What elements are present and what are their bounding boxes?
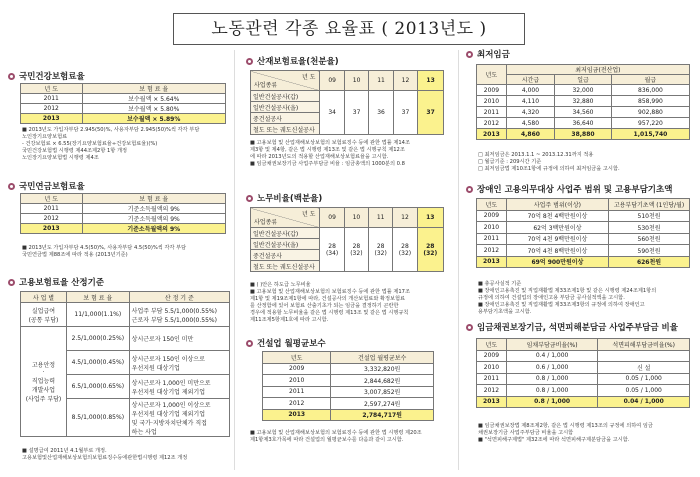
industrial-notes bbox=[250, 140, 410, 168]
table-header-row bbox=[263, 352, 434, 364]
employ-table bbox=[20, 291, 230, 437]
table-row bbox=[263, 398, 434, 410]
table-cell: 사업주 부담 5.5/1,000(0.55%) 근로자 부담 5.5/1,000(0.55%) bbox=[129, 303, 229, 327]
table-cell: 34,560 bbox=[555, 107, 612, 118]
labor-table bbox=[250, 207, 444, 272]
table-cell: 4,000 bbox=[506, 85, 554, 96]
column-header: 사 업 별 bbox=[21, 292, 67, 303]
table-header-row bbox=[21, 194, 226, 204]
table-row bbox=[263, 375, 434, 387]
table-cell: 0.8 / 1,000 bbox=[506, 385, 598, 397]
disabled-heading: 장애인 고용의무대상 사업주 범위 및 고용부담기초액 bbox=[466, 183, 672, 195]
row-header: 철도 또는 궤도신설공사 bbox=[251, 261, 320, 272]
note-line: ■ 장애인고용촉진 및 직업재활법 제33조제3항의 규정에 의하여 장애인고 bbox=[478, 302, 645, 308]
column-header: 건설업 월평균보수 bbox=[331, 352, 434, 364]
table-cell: 2,844,682원 bbox=[331, 375, 434, 387]
table-row bbox=[477, 118, 690, 129]
column-header: 산 정 기 준 bbox=[129, 292, 229, 303]
corner-bottom: 사업종류 bbox=[254, 82, 278, 89]
corner-top: 년 도 bbox=[301, 211, 316, 218]
table-cell: 2.5/1,000(0.25%) bbox=[66, 327, 129, 351]
table-cell: 기준소득월액의 9% bbox=[82, 204, 226, 214]
table-header-row bbox=[21, 292, 230, 303]
bullet-icon bbox=[8, 183, 15, 190]
row-header: 중건설공사 bbox=[251, 113, 320, 124]
row-header: 일반건설공사(을) bbox=[251, 239, 320, 250]
note-line: ■ 총공사실적 기준 bbox=[478, 281, 522, 287]
column-header: 10 bbox=[344, 71, 368, 91]
table-cell: 36,640 bbox=[555, 118, 612, 129]
table-cell: 기준소득월액의 9% bbox=[82, 214, 226, 224]
table-row bbox=[477, 129, 690, 140]
table-row bbox=[263, 386, 434, 398]
table-row bbox=[477, 85, 690, 96]
table-cell: 4.5/1,000(0.45%) bbox=[66, 351, 129, 375]
column-header: 시간급 bbox=[506, 75, 554, 85]
table-cell: 590천원 bbox=[609, 245, 690, 257]
column-header: 09 bbox=[320, 208, 344, 228]
column-header: 년도 bbox=[477, 199, 507, 211]
row-header: 철도 또는 궤도신설공사 bbox=[251, 124, 320, 135]
column-header: 13 bbox=[418, 71, 444, 91]
table-cell: 28 (32) bbox=[344, 228, 368, 272]
note-line: 제1항 및 제19조제1항에 따라, 건설공사의 개산보험료와 확정보험료 bbox=[250, 296, 406, 302]
table-cell: 3,007,852원 bbox=[331, 386, 434, 398]
table-cell: 34 bbox=[320, 91, 344, 135]
table-row bbox=[477, 245, 690, 257]
table-row bbox=[477, 385, 690, 397]
table-cell: 70억 8천 4백만원이상 bbox=[506, 210, 608, 222]
table-cell: 2011 bbox=[477, 107, 507, 118]
bullet-icon bbox=[8, 279, 15, 286]
corner-cell bbox=[251, 208, 320, 228]
row-header: 일반건설공사(갑) bbox=[251, 228, 320, 239]
industrial-heading: 산재보험료율(천분율) bbox=[246, 55, 339, 67]
table-cell: 4,860 bbox=[506, 129, 554, 140]
table-cell: 70억 4천 8백만원이상 bbox=[506, 245, 608, 257]
bullet-icon bbox=[8, 73, 15, 80]
table-cell: 2009 bbox=[477, 85, 507, 96]
minwage-heading: 최저임금 bbox=[466, 48, 510, 60]
column-header: 10 bbox=[344, 208, 368, 228]
note-line: ■ 설명급여 2011년 4.1월부로 개정. bbox=[22, 448, 107, 454]
table-cell: 2010 bbox=[263, 375, 331, 387]
note-line: ■ 2013년도 가입자부담 4.5(50)%, 사용자부담 4.5(50)%씩 각각 부담 bbox=[22, 245, 187, 251]
minwage-notes bbox=[478, 152, 620, 173]
construction-notes bbox=[250, 430, 422, 444]
table-row bbox=[251, 91, 444, 102]
table-cell: 2012 bbox=[477, 245, 507, 257]
table-cell: 2013 bbox=[263, 409, 331, 421]
table-header-row bbox=[477, 199, 690, 211]
column-header: 최저임금(전산업) bbox=[506, 65, 689, 75]
note-line: ■ 고용보험 및 산업재해보상보험의 보험료징수 등에 관한 법 시행령 제20조 bbox=[250, 430, 422, 436]
table-cell: 2011 bbox=[263, 386, 331, 398]
table-cell: 실업급여 (공통 부담) bbox=[21, 303, 67, 327]
table-cell: 상시근로자 150인 미만 bbox=[129, 327, 229, 351]
column-header: 보 험 료 율 bbox=[66, 292, 129, 303]
bullet-icon bbox=[246, 58, 253, 65]
column-header: 09 bbox=[320, 71, 344, 91]
note-line: ■ 장애인고용촉진 및 직업재활법 제33조제1항 및 같은 시행령 제24조제1항의 bbox=[478, 288, 657, 294]
table-cell: 상시근로자 150인 이상으로 우선지원 대상기업 bbox=[129, 351, 229, 375]
column-header: 고용부담기초액 (1인당/월) bbox=[609, 199, 690, 211]
table-cell: 62억 3백만원이상 bbox=[506, 222, 608, 234]
corner-cell bbox=[251, 71, 320, 91]
table-row bbox=[477, 210, 690, 222]
row-header: 일반건설공사(갑) bbox=[251, 91, 320, 102]
note-line: 노인장기요양보험료 bbox=[22, 134, 68, 140]
page-title: 노동관련 각종 요율표 ( 2013년도 ) bbox=[173, 13, 525, 45]
table-row bbox=[477, 256, 690, 268]
column-header: 사업주 범위(이상) bbox=[506, 199, 608, 211]
table-cell: 11/1,000(1.1%) bbox=[66, 303, 129, 327]
table-cell: 3,332,820원 bbox=[331, 363, 434, 375]
wage-heading: 임금채권보장기금, 석면피해분담금 사업주부담금 비율 bbox=[466, 321, 678, 333]
table-cell: 0.8 / 1,000 bbox=[506, 373, 598, 385]
minwage-table bbox=[476, 64, 690, 140]
table-cell: 2013 bbox=[477, 129, 507, 140]
table-cell: 2,784,717원 bbox=[331, 409, 434, 421]
wage-notes bbox=[478, 423, 653, 444]
row-header: 중건설공사 bbox=[251, 250, 320, 261]
table-cell: 32,000 bbox=[555, 85, 612, 96]
table-row bbox=[21, 303, 230, 327]
table-cell: 37 bbox=[418, 91, 444, 135]
table-row bbox=[21, 204, 226, 214]
table-cell: 8.5/1,000(0.85%) bbox=[66, 399, 129, 437]
table-cell: 28 (32) bbox=[369, 228, 393, 272]
table-cell: 2013 bbox=[21, 114, 83, 124]
pension-notes bbox=[22, 245, 186, 259]
table-row bbox=[251, 228, 444, 239]
note-line: 노인장기요양보험법 시행령 제4조 bbox=[22, 155, 99, 161]
table-cell: 2009 bbox=[263, 363, 331, 375]
note-line: □ 월급기준 : 209시간 기준 bbox=[478, 159, 542, 165]
note-line: 경우에 적용할 노무비율을 같은 법 시행령 제13조 및 같은 법 시행규칙 bbox=[250, 310, 409, 316]
column-header: 석면피해부담금비율(%) bbox=[598, 339, 690, 351]
table-row bbox=[477, 396, 690, 408]
table-cell: 2012 bbox=[263, 398, 331, 410]
note-line: 국민연금법 제88조에 따라 적용 (2013년기준) bbox=[22, 252, 128, 258]
note-line: 규정에 의하여 건설업의 장애인고용 부담금 공사실적액을 고시함. bbox=[478, 295, 625, 301]
health-table bbox=[20, 83, 226, 124]
table-cell: 0.05 / 1,000 bbox=[598, 385, 690, 397]
table-cell: 28 (32) bbox=[417, 228, 443, 272]
table-cell: 36 bbox=[369, 91, 393, 135]
table-cell: 858,990 bbox=[611, 96, 689, 107]
column-header: 보 험 료 율 bbox=[82, 84, 226, 94]
column-header: 12 bbox=[393, 208, 417, 228]
corner-top: 년 도 bbox=[301, 74, 316, 81]
table-cell: 2013 bbox=[477, 256, 507, 268]
corner-bottom: 사업종류 bbox=[254, 219, 278, 226]
row-header: 일반건설공사(을) bbox=[251, 102, 320, 113]
table-header-row bbox=[21, 84, 226, 94]
note-line: ■ 임금채권보장법 제8조제2항, 같은 법 시행령 제13조의 규정에 의하여 임금 bbox=[478, 423, 653, 429]
column-header: 년 도 bbox=[21, 84, 83, 94]
table-cell: 560천원 bbox=[609, 233, 690, 245]
column-header: 12 bbox=[393, 71, 417, 91]
table-cell: 4,320 bbox=[506, 107, 554, 118]
table-header-row bbox=[477, 75, 690, 85]
labor-heading: 노무비율(백분율) bbox=[246, 192, 322, 204]
table-cell: 0.04 / 1,000 bbox=[598, 396, 690, 408]
table-cell: 2009 bbox=[477, 350, 507, 362]
table-cell: 4,580 bbox=[506, 118, 554, 129]
construction-heading: 건설업 월평균보수 bbox=[246, 337, 326, 349]
table-cell: 2013 bbox=[21, 224, 83, 234]
construction-table bbox=[262, 351, 434, 421]
column-header: 11 bbox=[369, 71, 393, 91]
health-heading: 국민건강보험료율 bbox=[8, 70, 85, 82]
table-cell: 상시근로자 1,000인 미만으로 우선지원 대상기업 제외기업 bbox=[129, 375, 229, 399]
table-cell: 2010 bbox=[477, 362, 507, 374]
table-cell: 510천원 bbox=[609, 210, 690, 222]
industrial-table bbox=[250, 70, 444, 135]
table-header-row bbox=[251, 71, 444, 91]
table-row bbox=[263, 409, 434, 421]
column-header: 년 도 bbox=[21, 194, 83, 204]
table-cell: 0.05 / 1,000 bbox=[598, 373, 690, 385]
table-cell: 2012 bbox=[21, 104, 83, 114]
note-line: ■ 고용보험 및 산업재해보상보험의 보험료징수 등에 관한 법률 제17조 bbox=[250, 289, 410, 295]
table-cell: 37 bbox=[344, 91, 368, 135]
note-line: 제11조제5항제1호에 따라 고시함. bbox=[250, 317, 329, 323]
table-cell: 626천원 bbox=[609, 256, 690, 268]
table-cell: 32,880 bbox=[555, 96, 612, 107]
column-header: 11 bbox=[369, 208, 393, 228]
table-cell: 2012 bbox=[21, 214, 83, 224]
table-cell: 2009 bbox=[477, 210, 507, 222]
column-header: 년도 bbox=[477, 65, 507, 85]
employ-notes bbox=[22, 448, 187, 462]
table-row bbox=[477, 350, 690, 362]
table-cell: 0.8 / 1,000 bbox=[506, 396, 598, 408]
table-cell: 530천원 bbox=[609, 222, 690, 234]
note-line: 국민건강보험법 시행령 제44조제2항 1항 개정 bbox=[22, 148, 127, 154]
table-row bbox=[21, 224, 226, 234]
note-line: - 건강보험료 × 6.55(장기요양보험료율÷건강보험료율)(%) bbox=[22, 141, 158, 147]
table-cell: 2011 bbox=[21, 204, 83, 214]
table-cell: 2012 bbox=[477, 118, 507, 129]
table-cell: 1,015,740 bbox=[611, 129, 689, 140]
note-line: 에 따라 2013년도의 적용할 산업재해보상보험료율을 고시함. bbox=[250, 154, 389, 160]
note-line: 용부담기초액을 고시함. bbox=[478, 309, 532, 315]
table-cell: 6.5/1,000(0.65%) bbox=[66, 375, 129, 399]
table-cell: 고용안정 · 직업능력 개발사업 (사업주 부담) bbox=[21, 327, 67, 437]
table-cell: 902,880 bbox=[611, 107, 689, 118]
table-cell: 2013 bbox=[477, 396, 507, 408]
table-cell: 38,880 bbox=[555, 129, 612, 140]
note-line: ■ 2013년도 가입자부담 2.945(50)%, 사용자부담 2.945(50)%씩 각각 부담 bbox=[22, 127, 200, 133]
note-line: 채권보장기금 사업주부담금 비율을 고시함 bbox=[478, 430, 574, 436]
table-cell: 836,000 bbox=[611, 85, 689, 96]
column-header: 13 bbox=[417, 208, 443, 228]
bullet-icon bbox=[466, 324, 473, 331]
table-header-row bbox=[251, 208, 444, 228]
bullet-icon bbox=[466, 51, 473, 58]
table-row bbox=[477, 222, 690, 234]
table-row bbox=[477, 96, 690, 107]
table-cell: 2010 bbox=[477, 222, 507, 234]
table-cell: 70억 4천 9백만원이상 bbox=[506, 233, 608, 245]
pension-table bbox=[20, 193, 226, 234]
employ-heading: 고용보험료율 산정기준 bbox=[8, 276, 104, 288]
table-cell: 37 bbox=[393, 91, 417, 135]
note-line: ■ "석면피해구제법" 제32조에 따라 석면피해구제분담금을 고시함. bbox=[478, 437, 630, 443]
table-cell: 2011 bbox=[477, 233, 507, 245]
table-cell: 957,220 bbox=[611, 118, 689, 129]
table-cell: 2,597,274원 bbox=[331, 398, 434, 410]
table-cell: 신 설 bbox=[598, 362, 690, 374]
note-line: □ 최저임금법 제10조1항에 규정에 의하여 최저임금을 고시함. bbox=[478, 166, 620, 172]
table-row bbox=[263, 363, 434, 375]
table-cell: 0.6 / 1,000 bbox=[506, 362, 598, 374]
table-cell: 28 (34) bbox=[320, 228, 344, 272]
table-cell: 69억 900만원이상 bbox=[506, 256, 608, 268]
table-cell: 2012 bbox=[477, 385, 507, 397]
note-line: ■ ( )안은 하도급 노무비율 bbox=[250, 282, 311, 288]
table-row bbox=[477, 362, 690, 374]
column-header: 임채부담금비율(%) bbox=[506, 339, 598, 351]
note-line: 를 산정함에 있어 보험료 산출기초가 되는 임금을 결정하기 곤란한 bbox=[250, 303, 399, 309]
table-header-row bbox=[477, 339, 690, 351]
wage-table bbox=[476, 338, 690, 408]
pension-heading: 국민연금보험료율 bbox=[8, 180, 85, 192]
column-header: 년도 bbox=[477, 339, 507, 351]
table-row bbox=[21, 104, 226, 114]
table-cell: 보수월액 × 5.64% bbox=[82, 94, 226, 104]
table-cell: 기준소득월액의 9% bbox=[82, 224, 226, 234]
table-cell: 2011 bbox=[21, 94, 83, 104]
table-row bbox=[21, 114, 226, 124]
health-notes bbox=[22, 127, 199, 162]
table-cell: 0.4 / 1,000 bbox=[506, 350, 598, 362]
table-header-row bbox=[477, 65, 690, 75]
table-cell bbox=[598, 350, 690, 362]
note-line: 고용보험및산업재해보상보험의보험료징수등에관한법시행령 제12조 개정 bbox=[22, 455, 188, 461]
table-cell: 4,110 bbox=[506, 96, 554, 107]
labor-notes bbox=[250, 282, 410, 324]
note-line: 제1항제3호가목에 따라 건설업의 월평균보수를 다음과 같이 고시함. bbox=[250, 437, 404, 443]
table-row bbox=[21, 327, 230, 351]
note-line: 제3항 및 제4항, 같은 법 시행령 제13조 및 같은 법 시행규칙 제12조 bbox=[250, 147, 405, 153]
note-line: ■ 임금채권보장기금 사업주부담금 비율 : 임금총액의 1000분의 0.8 bbox=[250, 161, 405, 167]
column-header: 일급 bbox=[555, 75, 612, 85]
table-cell: 상시근로자 1,000인 이상으로 우선지원 대상기업 제외기업 및 국가·지방자치단체가 직접 하는 사업 bbox=[129, 399, 229, 437]
bullet-icon bbox=[246, 340, 253, 347]
column-header: 년도 bbox=[263, 352, 331, 364]
bullet-icon bbox=[246, 195, 253, 202]
disabled-notes bbox=[478, 281, 656, 316]
bullet-icon bbox=[466, 186, 473, 193]
table-row bbox=[21, 94, 226, 104]
table-cell: 28 (32) bbox=[393, 228, 417, 272]
table-row bbox=[21, 214, 226, 224]
table-row bbox=[477, 233, 690, 245]
column-header: 월급 bbox=[611, 75, 689, 85]
note-line: □ 최저임금은 2013.1.1 ~ 2013.12.31까지 적용 bbox=[478, 152, 594, 158]
column-header: 보 험 료 율 bbox=[82, 194, 226, 204]
note-line: ■ 고용보험 및 산업재해보상보험의 보험료징수 등에 관한 법률 제14조 bbox=[250, 140, 410, 146]
table-row bbox=[477, 107, 690, 118]
disabled-table bbox=[476, 198, 690, 268]
table-cell: 2010 bbox=[477, 96, 507, 107]
table-cell: 보수월액 × 5.80% bbox=[82, 104, 226, 114]
table-row bbox=[477, 373, 690, 385]
table-cell: 보수월액 × 5.89% bbox=[82, 114, 226, 124]
table-cell: 2011 bbox=[477, 373, 507, 385]
